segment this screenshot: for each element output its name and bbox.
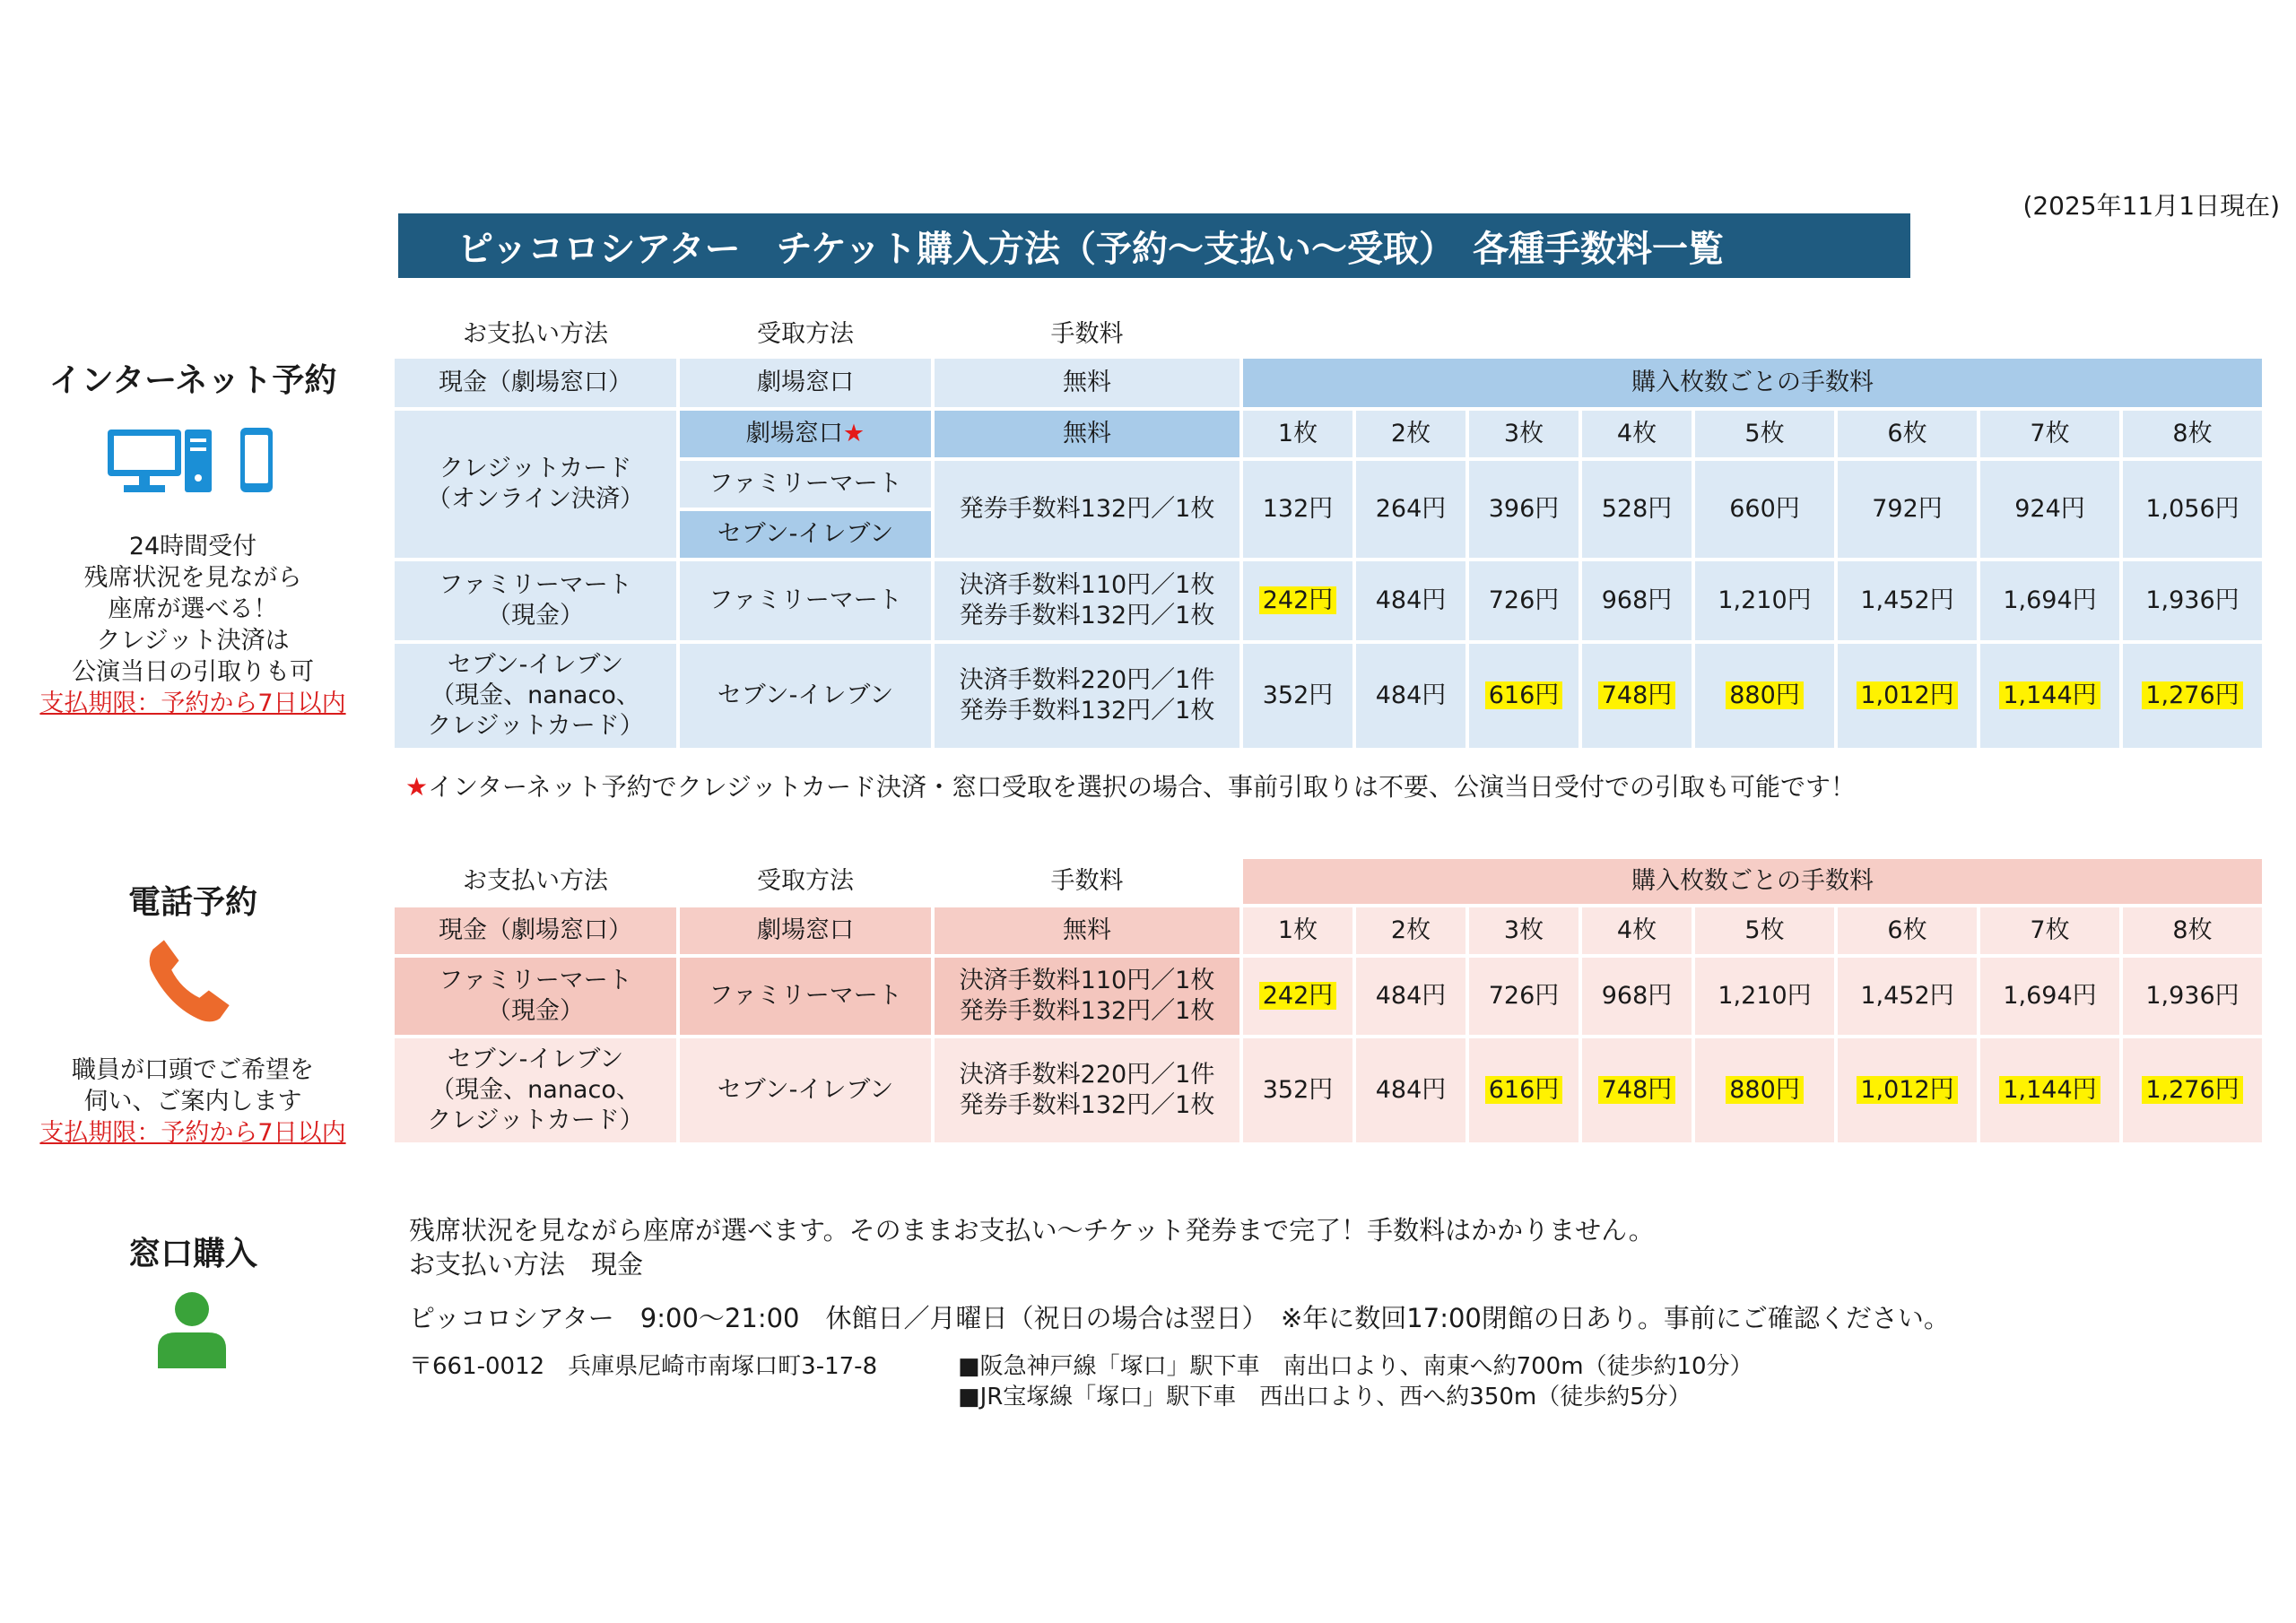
recv-counter: 劇場窓口 bbox=[680, 359, 931, 407]
phone-heading: 電話予約 bbox=[127, 884, 257, 921]
price-cell bbox=[1469, 644, 1578, 748]
price-cell: 1,210円 bbox=[1695, 561, 1834, 640]
count-header: 1枚 bbox=[1243, 411, 1352, 457]
price-cell: 1,694円 bbox=[1980, 958, 2119, 1035]
theater-hours: ピッコロシアター 9:00～21:00 休館日／月曜日（祝日の場合は翌日） ※年に数回17:00閉館の日あり。事前にご確認ください。 bbox=[409, 1303, 1950, 1333]
recv-familymart: ファミリーマート bbox=[680, 461, 931, 508]
price-cell bbox=[1980, 1038, 2119, 1142]
internet-note: ★インターネット予約でクレジットカード決済・窓口受取を選択の場合、事前引取りは不要、公演当日受付での引取も可能です！ bbox=[405, 772, 1857, 802]
price-cell bbox=[1469, 1038, 1578, 1142]
highlighted-price: 748円 bbox=[1598, 681, 1676, 709]
price-cell: 396円 bbox=[1469, 461, 1578, 558]
count-header: 3枚 bbox=[1469, 907, 1578, 954]
highlighted-price: 880円 bbox=[1726, 1076, 1804, 1104]
desc-line: 残席状況を見ながら bbox=[83, 564, 302, 592]
count-header: 7枚 bbox=[1980, 907, 2119, 954]
fee-detail: 決済手数料110円／1枚 発券手数料132円／1枚 bbox=[935, 561, 1239, 640]
highlighted-price: 616円 bbox=[1485, 681, 1563, 709]
col-header-payment: お支払い方法 bbox=[463, 320, 608, 348]
price-cell: 1,452円 bbox=[1838, 561, 1977, 640]
desc-line: 伺い、ご案内します bbox=[83, 1088, 302, 1115]
pay-cash-counter: 現金（劇場窓口） bbox=[395, 907, 676, 954]
count-header: 4枚 bbox=[1582, 907, 1692, 954]
as-of-date: (2025年11月1日現在) bbox=[2022, 191, 2280, 221]
price-cell bbox=[1582, 1038, 1692, 1142]
price-cell bbox=[1980, 644, 2119, 748]
pay-familymart: ファミリーマート （現金） bbox=[395, 958, 676, 1035]
desc-line: 座席が選べる！ bbox=[108, 595, 278, 623]
phone-fee-table bbox=[391, 855, 2266, 1146]
price-cell: 726円 bbox=[1469, 561, 1578, 640]
recv-familymart: ファミリーマート bbox=[680, 561, 931, 640]
price-cell: 1,056円 bbox=[2123, 461, 2262, 558]
count-header: 5枚 bbox=[1695, 411, 1834, 457]
highlighted-price: 748円 bbox=[1598, 1076, 1676, 1104]
price-cell: 528円 bbox=[1582, 461, 1692, 558]
fee-ticketing: 発券手数料132円／1枚 bbox=[935, 461, 1239, 558]
price-cell: 924円 bbox=[1980, 461, 2119, 558]
price-cell: 1,210円 bbox=[1695, 958, 1834, 1035]
col-header-fee: 手数料 bbox=[1050, 320, 1124, 348]
highlighted-price: 1,012円 bbox=[1857, 1076, 1957, 1104]
price-cell: 484円 bbox=[1356, 644, 1465, 748]
count-header: 8枚 bbox=[2123, 411, 2262, 457]
price-cell bbox=[2123, 1038, 2262, 1142]
price-cell bbox=[2123, 644, 2262, 748]
price-cell: 484円 bbox=[1356, 561, 1465, 640]
price-cell: 352円 bbox=[1243, 644, 1352, 748]
recv-counter: 劇場窓口 bbox=[680, 907, 931, 954]
highlighted-price: 880円 bbox=[1726, 681, 1804, 709]
counter-heading: 窓口購入 bbox=[127, 1236, 257, 1272]
price-cell bbox=[1582, 644, 1692, 748]
star-mark: ★ bbox=[842, 420, 865, 447]
recv-counter-star: 劇場窓口★ bbox=[680, 411, 931, 457]
highlighted-price: 1,144円 bbox=[1999, 1076, 2100, 1104]
internet-heading: インターネット予約 bbox=[48, 362, 337, 399]
price-cell: 1,936円 bbox=[2123, 561, 2262, 640]
count-header: 7枚 bbox=[1980, 411, 2119, 457]
access-hankyu: ■阪急神戸線「塚口」駅下車 南出口より、南東へ約700m（徒歩約10分） bbox=[958, 1353, 1753, 1380]
price-cell: 484円 bbox=[1356, 1038, 1465, 1142]
count-header: 8枚 bbox=[2123, 907, 2262, 954]
desc-line: 公演当日の引取りも可 bbox=[72, 658, 314, 686]
fee-free: 無料 bbox=[935, 359, 1239, 407]
price-cell: 968円 bbox=[1582, 958, 1692, 1035]
desc-line: クレジット決済は bbox=[96, 627, 290, 655]
fee-detail: 決済手数料220円／1件 発券手数料132円／1枚 bbox=[935, 1038, 1239, 1142]
phone-icon bbox=[144, 933, 237, 1026]
recv-seven-eleven: セブン-イレブン bbox=[680, 1038, 931, 1142]
price-cell bbox=[1243, 958, 1352, 1035]
fee-free: 無料 bbox=[935, 907, 1239, 954]
desc-line: 職員が口頭でご希望を bbox=[72, 1056, 314, 1084]
price-cell bbox=[1695, 1038, 1834, 1142]
internet-fee-table bbox=[391, 310, 2266, 751]
count-header: 4枚 bbox=[1582, 411, 1692, 457]
internet-description bbox=[18, 531, 368, 719]
price-cell bbox=[1695, 644, 1834, 748]
pay-seven-eleven: セブン-イレブン （現金、nanaco、 クレジットカード） bbox=[395, 1038, 676, 1142]
col-header-fee: 手数料 bbox=[1050, 867, 1124, 895]
recv-familymart: ファミリーマート bbox=[680, 958, 931, 1035]
pay-seven-eleven: セブン-イレブン （現金、nanaco、 クレジットカード） bbox=[395, 644, 676, 748]
highlighted-price: 1,276円 bbox=[2142, 681, 2242, 709]
highlighted-price: 1,144円 bbox=[1999, 681, 2100, 709]
access-jr: ■JR宝塚線「塚口」駅下車 西出口より、西へ約350m（徒歩約5分） bbox=[958, 1384, 1692, 1410]
price-cell: 968円 bbox=[1582, 561, 1692, 640]
highlighted-price: 1,276円 bbox=[2142, 1076, 2242, 1104]
desc-line: 24時間受付 bbox=[128, 533, 257, 560]
highlighted-price: 242円 bbox=[1259, 586, 1337, 614]
highlighted-price: 242円 bbox=[1259, 982, 1337, 1010]
price-cell bbox=[1243, 561, 1352, 640]
price-cell: 792円 bbox=[1838, 461, 1977, 558]
price-cell: 484円 bbox=[1356, 958, 1465, 1035]
star-mark: ★ bbox=[405, 772, 429, 802]
price-cell: 1,936円 bbox=[2123, 958, 2262, 1035]
count-header: 3枚 bbox=[1469, 411, 1578, 457]
per-count-header: 購入枚数ごとの手数料 bbox=[1243, 359, 2262, 407]
smartphone-icon bbox=[237, 426, 278, 496]
fee-detail: 決済手数料110円／1枚 発券手数料132円／1枚 bbox=[935, 958, 1239, 1035]
person-icon bbox=[154, 1291, 230, 1368]
recv-seven-eleven: セブン-イレブン bbox=[680, 644, 931, 748]
payment-deadline: 支払期限：予約から7日以内 bbox=[39, 690, 346, 717]
price-cell: 660円 bbox=[1695, 461, 1834, 558]
count-header: 5枚 bbox=[1695, 907, 1834, 954]
price-cell bbox=[1838, 1038, 1977, 1142]
col-header-receipt: 受取方法 bbox=[757, 867, 854, 895]
count-header: 6枚 bbox=[1838, 907, 1977, 954]
counter-line-2: お支払い方法 現金 bbox=[409, 1249, 644, 1280]
fee-detail: 決済手数料220円／1件 発券手数料132円／1枚 bbox=[935, 644, 1239, 748]
price-cell: 726円 bbox=[1469, 958, 1578, 1035]
payment-deadline: 支払期限：予約から7日以内 bbox=[39, 1119, 346, 1147]
count-header: 2枚 bbox=[1356, 907, 1465, 954]
price-cell: 352円 bbox=[1243, 1038, 1352, 1142]
price-cell: 264円 bbox=[1356, 461, 1465, 558]
recv-seven-eleven: セブン-イレブン bbox=[680, 511, 931, 558]
highlighted-price: 616円 bbox=[1485, 1076, 1563, 1104]
price-cell: 1,694円 bbox=[1980, 561, 2119, 640]
per-count-header: 購入枚数ごとの手数料 bbox=[1243, 859, 2262, 904]
count-header: 1枚 bbox=[1243, 907, 1352, 954]
count-header: 6枚 bbox=[1838, 411, 1977, 457]
price-cell bbox=[1838, 644, 1977, 748]
col-header-receipt: 受取方法 bbox=[757, 320, 854, 348]
pay-credit-card: クレジットカード （オンライン決済） bbox=[395, 411, 676, 558]
page-title: ピッコロシアター チケット購入方法（予約～支払い～受取） 各種手数料一覧 bbox=[398, 213, 1910, 278]
col-header-payment: お支払い方法 bbox=[463, 867, 608, 895]
address: 〒661-0012 兵庫県尼崎市南塚口町3-17-8 bbox=[409, 1353, 878, 1380]
pay-familymart: ファミリーマート （現金） bbox=[395, 561, 676, 640]
price-cell: 132円 bbox=[1243, 461, 1352, 558]
counter-line-1: 残席状況を見ながら座席が選べます。そのままお支払い～チケット発券まで完了！手数料はかかりません。 bbox=[409, 1215, 1655, 1245]
price-cell: 1,452円 bbox=[1838, 958, 1977, 1035]
phone-description bbox=[18, 1055, 368, 1149]
pay-cash-counter: 現金（劇場窓口） bbox=[395, 359, 676, 407]
count-header: 2枚 bbox=[1356, 411, 1465, 457]
highlighted-price: 1,012円 bbox=[1857, 681, 1957, 709]
fee-free: 無料 bbox=[935, 411, 1239, 457]
